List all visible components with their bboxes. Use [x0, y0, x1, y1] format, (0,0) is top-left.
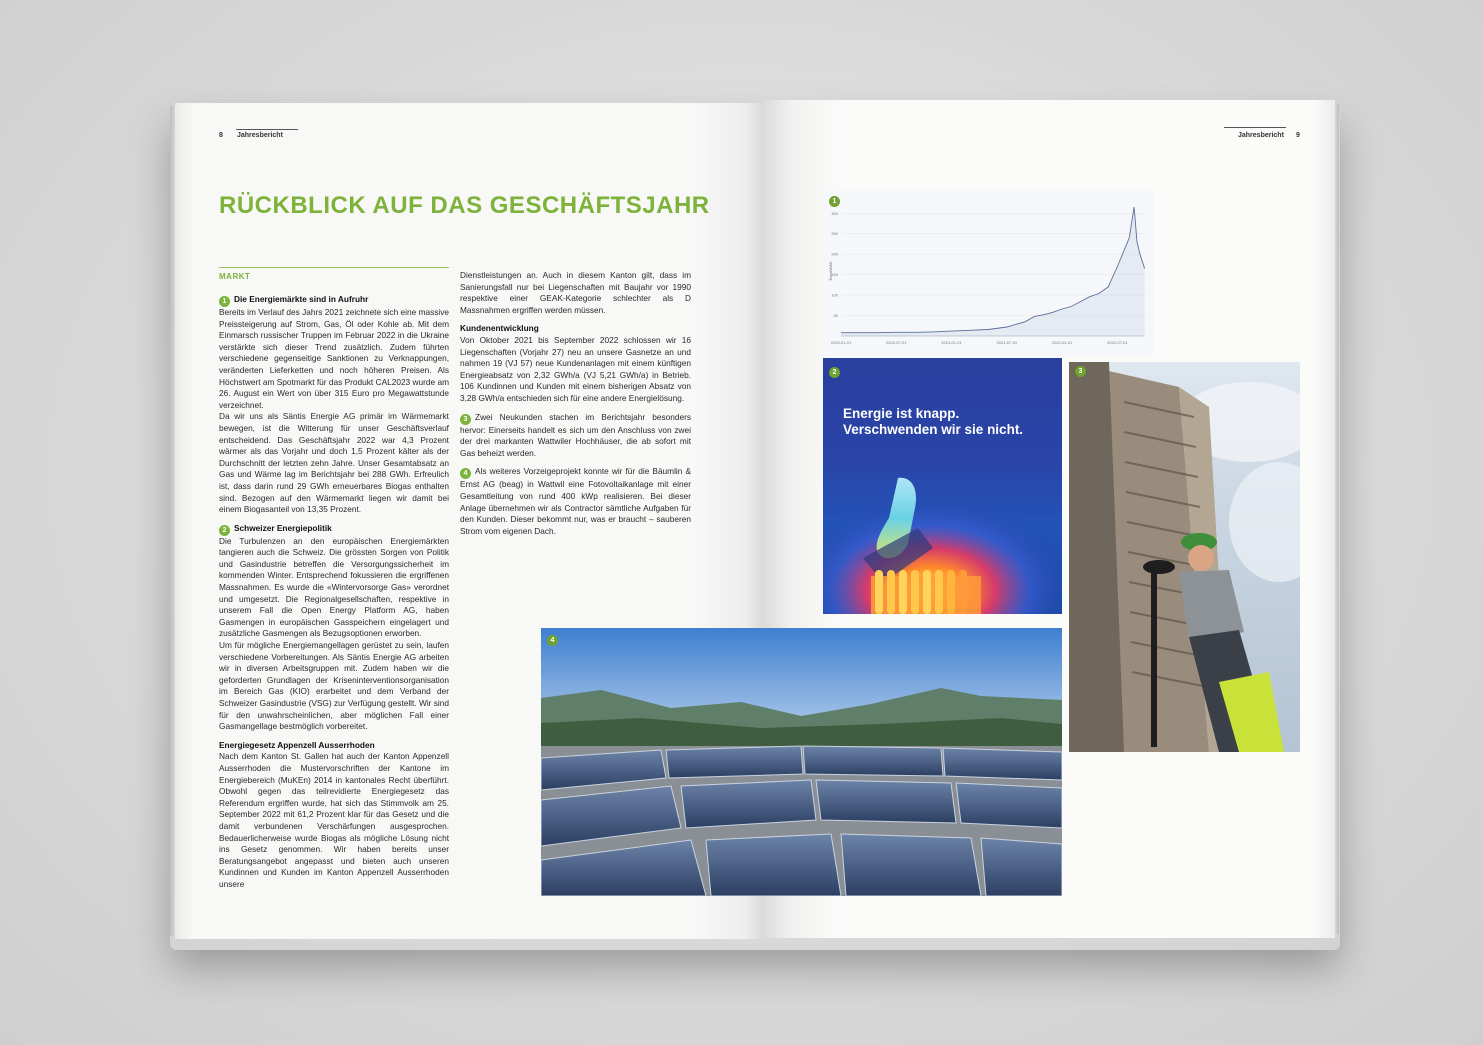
right-page-number: 9	[1296, 132, 1300, 139]
paragraph: Die Turbulenzen an den europäischen Energiemärkten tangieren auch die Schweiz. Die grössten Sorgen von Politik und Gasindustrie betreffen die Versorgungssicherheit im kommenden Winter. Entsprechend fokussieren die ergriffenen Massnahmen. Es wurde die «Wintervorsorge Gas» verordnet und umgesetzt. Die Regionalgesellschaften, respektive in unserem Fall die Open Energy Platform AG, haben Gasmengen in europäischen Gasspeichern eingelagert und zusätzliche Gasmengen als Bezugsoptionen erworben.	[219, 535, 449, 639]
paragraph: Bereits im Verlauf des Jahrs 2021 zeichnete sich eine massive Preissteigerung auf Strom, Gas, Öl oder Kohle ab. Mit dem Einmarsch russischer Truppen im Februar 2022 in die Ukraine verstärkte sich dieser Trend zusätzlich. Zudem führten verschiedene gegenseitige Sanktionen zu Verknappungen, veränderten Lieferketten und noch höheren Preisen. Als Höchstwert am Spotmarkt für das Produkt CAL2023 wurde am 26. August ein Wert von über 315 Euro pro Megawattstunde verzeichnet.	[219, 307, 449, 410]
text-column-2	[460, 270, 691, 537]
heading-energiepolitik: 2 Schweizer Energiepolitik	[219, 523, 449, 536]
y-tick-label: 250	[831, 231, 838, 237]
figure-badge-3: 3	[1075, 366, 1086, 377]
paragraph: Um für mögliche Energiemangellagen gerüstet zu sein, laufen verschiedene Vorbereitungen. Als Säntis Energie AG arbeiten wir in diversen Arbeitsgruppen mit. Zudem haben wir die geforderten Grundlagen der Kriseninterventionsorganisation im Bereich Gas (KIO) erarbeitet und dem Verband der Schweizer Gasindustrie (VSG) zur Verfügung gestellt. Wir sind für den unwahrscheinlichen, aber möglichen Fall einer Gasmangellage bestmöglich vorbereitet.	[219, 640, 449, 732]
page-title: RÜCKBLICK AUF DAS GESCHÄFTSJAHR	[219, 192, 710, 219]
figure-badge-2: 2	[829, 367, 840, 378]
price-area	[841, 207, 1145, 336]
paragraph: 3 Zwei Neukunden stachen im Berichtsjahr besonders hervor: Einerseits handelt es sich um den Anschluss von zwei der drei markanten Wattwiler Hochhäuser, die ab sofort mit Gas beheizt werden.	[460, 411, 691, 458]
tower-illustration	[1069, 362, 1300, 752]
thermal-image	[823, 358, 1062, 614]
y-axis-label: Euro/MWh	[828, 261, 833, 281]
poster-headline: Energie ist knapp. Verschwenden wir sie nicht.	[843, 406, 1024, 437]
paragraph: 4 Als weiteres Vorzeigeprojekt konnte wir für die Bäumlin & Ernst AG (beag) in Wattwil eine Fotovoltaikanlage mit einer Gesamtleitung von rund 400 kWp realisieren. Bei dieser Anlage übernehmen wir als Contractor sämtliche Aufgaben für den Kunden. Dieser bekommt nur, was er braucht – sauberen Strom vom eigenen Dach.	[460, 466, 691, 536]
left-running-header: Jahresbericht	[237, 132, 283, 139]
x-tick-label: 2021-07-01	[996, 340, 1018, 345]
left-page-number: 8	[219, 132, 223, 139]
price-chart-figure	[823, 191, 1153, 357]
x-tick-label: 2021-01-01	[941, 340, 962, 345]
text-column-1	[219, 294, 449, 891]
x-tick-label: 2020-01-01	[830, 340, 852, 345]
figure-badge-4: 4	[547, 635, 558, 646]
solar-photo	[541, 628, 1062, 896]
paragraph: Da wir uns als Säntis Energie AG primär im Wärmemarkt bewegen, ist die Witterung für unser Geschäftsverlauf entscheidend. Das Geschäftsjahr 2022 war 4,3 Prozent wärmer als das Vorjahr und doch 1,5 Prozent kälter als der Durchschnitt der letzten zehn Jahre. Unser Gesamtabsatz an Gas und Wärme lag im Berichtsjahr bei 288 GWh. Erfreulich ist, dass darin rund 29 GWh erneuerbares Biogas enthalten sind. Bezogen auf den Wärmemarkt liegen wir damit bei einem Biogasanteil von 13,35 Prozent.	[219, 411, 449, 515]
right-header-rule	[1224, 127, 1286, 128]
section-label: MARKT	[219, 272, 251, 281]
y-tick-label: 50	[833, 313, 838, 319]
x-tick-label: 2020-07-01	[886, 340, 907, 345]
y-tick-label: 300	[831, 210, 838, 216]
y-tick-label: 200	[831, 251, 838, 257]
y-tick-label: 100	[831, 292, 838, 298]
number-badge: 2	[219, 525, 230, 536]
radiator	[871, 570, 981, 614]
right-running-header: Jahresbericht	[1238, 132, 1284, 139]
solar-illustration	[541, 628, 1062, 896]
paragraph: Von Oktober 2021 bis September 2022 schlossen wir 16 Liegenschaften (Vorjahr 27) neu an unsere Gasnetze an und nahmen 19 (VJ 57) neue Kundenanlagen mit einem künftigen Energieabsatz von 2,32 GWh/a (VJ 5,21 GWh/a) in Betrieb. 106 Kundinnen und Kunden mit einem bisherigen Absatz von 3,28 GWh/a entschieden sich für eine andere Energielösung.	[460, 334, 691, 403]
section-rule	[219, 267, 449, 268]
heading-energiegesetz: Energiegesetz Appenzell Ausserrhoden	[219, 739, 375, 750]
x-tick-label: 2022-07-01	[1107, 340, 1128, 345]
heading-kundenentwicklung: Kundenentwicklung	[460, 323, 539, 334]
y-tick-label: 150	[831, 272, 838, 278]
x-tick-label: 2022-01-01	[1051, 340, 1073, 345]
heading-energiemaerkte: 1 Die Energiemärkte sind in Aufruhr	[219, 294, 449, 307]
left-header-rule	[236, 129, 298, 130]
number-badge: 3	[460, 414, 471, 425]
paragraph: Dienstleistungen an. Auch in diesem Kanton gilt, dass im Sanierungsfall nur bei Liegenschaften mit Baujahr vor 1990 respektive einer GEAK-Kategorie schlechter als D Massnahmen ergriffen werden müssen.	[460, 270, 691, 315]
figure-badge-1: 1	[829, 196, 840, 207]
price-chart	[823, 191, 1153, 357]
paragraph: Nach dem Kanton St. Gallen hat auch der Kanton Appenzell Ausserrhoden die Mustervorschriften der Kantone im Energiebereich (MuKEn) 2014 in kantonales Recht überführt. Obwohl gegen das teilrevidierte Energiegesetz das Referendum ergriffen wurde, hat sich das Stimmvolk am 25. September 2022 mit 61,2 Prozent klar für das Gesetz und die damit verbundenen Verschärfungen ausgesprochen. Bedauerlicherweise wurde Biogas als mögliche Lösung nicht ins Gesetz genommen. Wir haben bereits unser Beratungsangebot angepasst und bieten auch unseren Kundinnen und Kunden im Kanton Appenzell Ausserrhoden unsere	[219, 751, 449, 889]
campaign-poster	[823, 358, 1062, 614]
tower-photo	[1069, 362, 1300, 752]
number-badge: 1	[219, 296, 230, 307]
number-badge: 4	[460, 468, 471, 479]
